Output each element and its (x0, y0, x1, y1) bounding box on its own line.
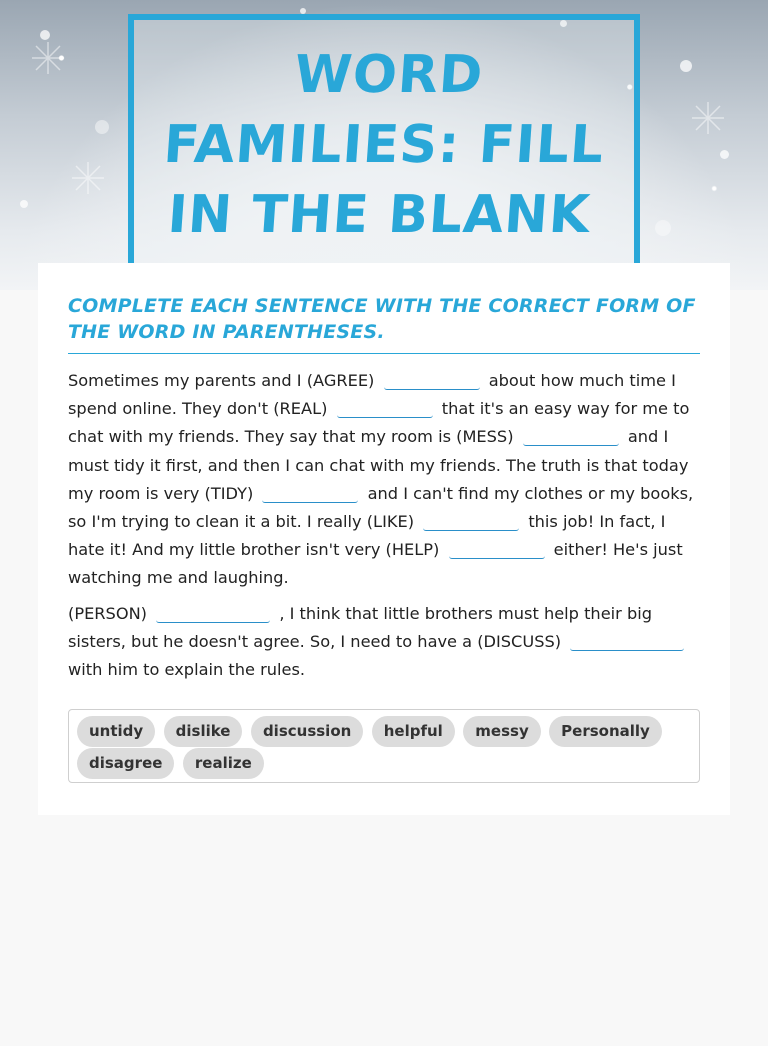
word-chip[interactable]: disagree (77, 748, 174, 779)
passage-text: Sometimes my parents and I (AGREE) (68, 371, 375, 390)
word-chip[interactable]: helpful (372, 716, 455, 747)
blank-tidy[interactable] (262, 482, 358, 503)
passage-text: about how much time I spend online. They don't (REAL) (68, 371, 676, 419)
blank-help[interactable] (449, 538, 545, 559)
snowflake-icon (70, 160, 106, 196)
snowflake-icon (690, 100, 726, 136)
word-chip[interactable]: dislike (164, 716, 243, 747)
blank-discuss[interactable] (570, 630, 684, 651)
passage-text: and I must tidy it first, and then I can chat with my friends. The truth is that today my room is very (TIDY) (68, 427, 689, 503)
snowflake-dot (20, 200, 28, 208)
snowflake-dot (655, 220, 671, 236)
snowflake-dot (680, 60, 692, 72)
word-chip[interactable]: messy (463, 716, 540, 747)
passage-paragraph-2 (68, 600, 700, 685)
snowflake-dot (95, 120, 109, 134)
page-title: WORD FAMILIES: FILL IN THE BLANK (161, 45, 607, 245)
blank-mess[interactable] (523, 425, 619, 446)
blank-real[interactable] (337, 397, 433, 418)
passage-text: , I think that little brothers must help their big sisters, but he doesn't agree. So, I need to have a (DISCUSS) (68, 603, 652, 651)
passage-text: with him to explain the rules. (68, 660, 306, 680)
word-chip[interactable]: Personally (549, 716, 662, 747)
word-chip[interactable]: untidy (77, 716, 155, 747)
passage-text: (PERSON) (68, 603, 147, 623)
word-bank (68, 709, 700, 783)
passage-text: either! He's just watching me and laughing. (68, 540, 683, 588)
blank-person[interactable] (156, 602, 270, 623)
instructions-heading: COMPLETE EACH SENTENCE WITH THE CORRECT FORM OF THE WORD IN PARENTHESES. (68, 293, 700, 354)
word-chip[interactable]: realize (183, 748, 264, 779)
snowflake-dot (40, 30, 50, 40)
header-banner (0, 0, 768, 290)
blank-agree[interactable] (384, 369, 480, 390)
passage-paragraph-1 (68, 367, 700, 593)
blank-like[interactable] (423, 510, 519, 531)
snowflake-dot (720, 150, 729, 159)
word-chip[interactable]: discussion (251, 716, 363, 747)
passage-text: and I can't find my clothes or my books, so I'm trying to clean it a bit. I really (LIKE) (68, 483, 694, 532)
passage (68, 367, 700, 691)
passage-text: that it's an easy way for me to chat with my friends. They say that my room is (MESS) (68, 399, 690, 447)
snowflake-icon (30, 40, 66, 76)
exercise-card (38, 263, 730, 815)
passage-text: this job! In fact, I hate it! And my little brother isn't very (HELP) (68, 512, 666, 560)
